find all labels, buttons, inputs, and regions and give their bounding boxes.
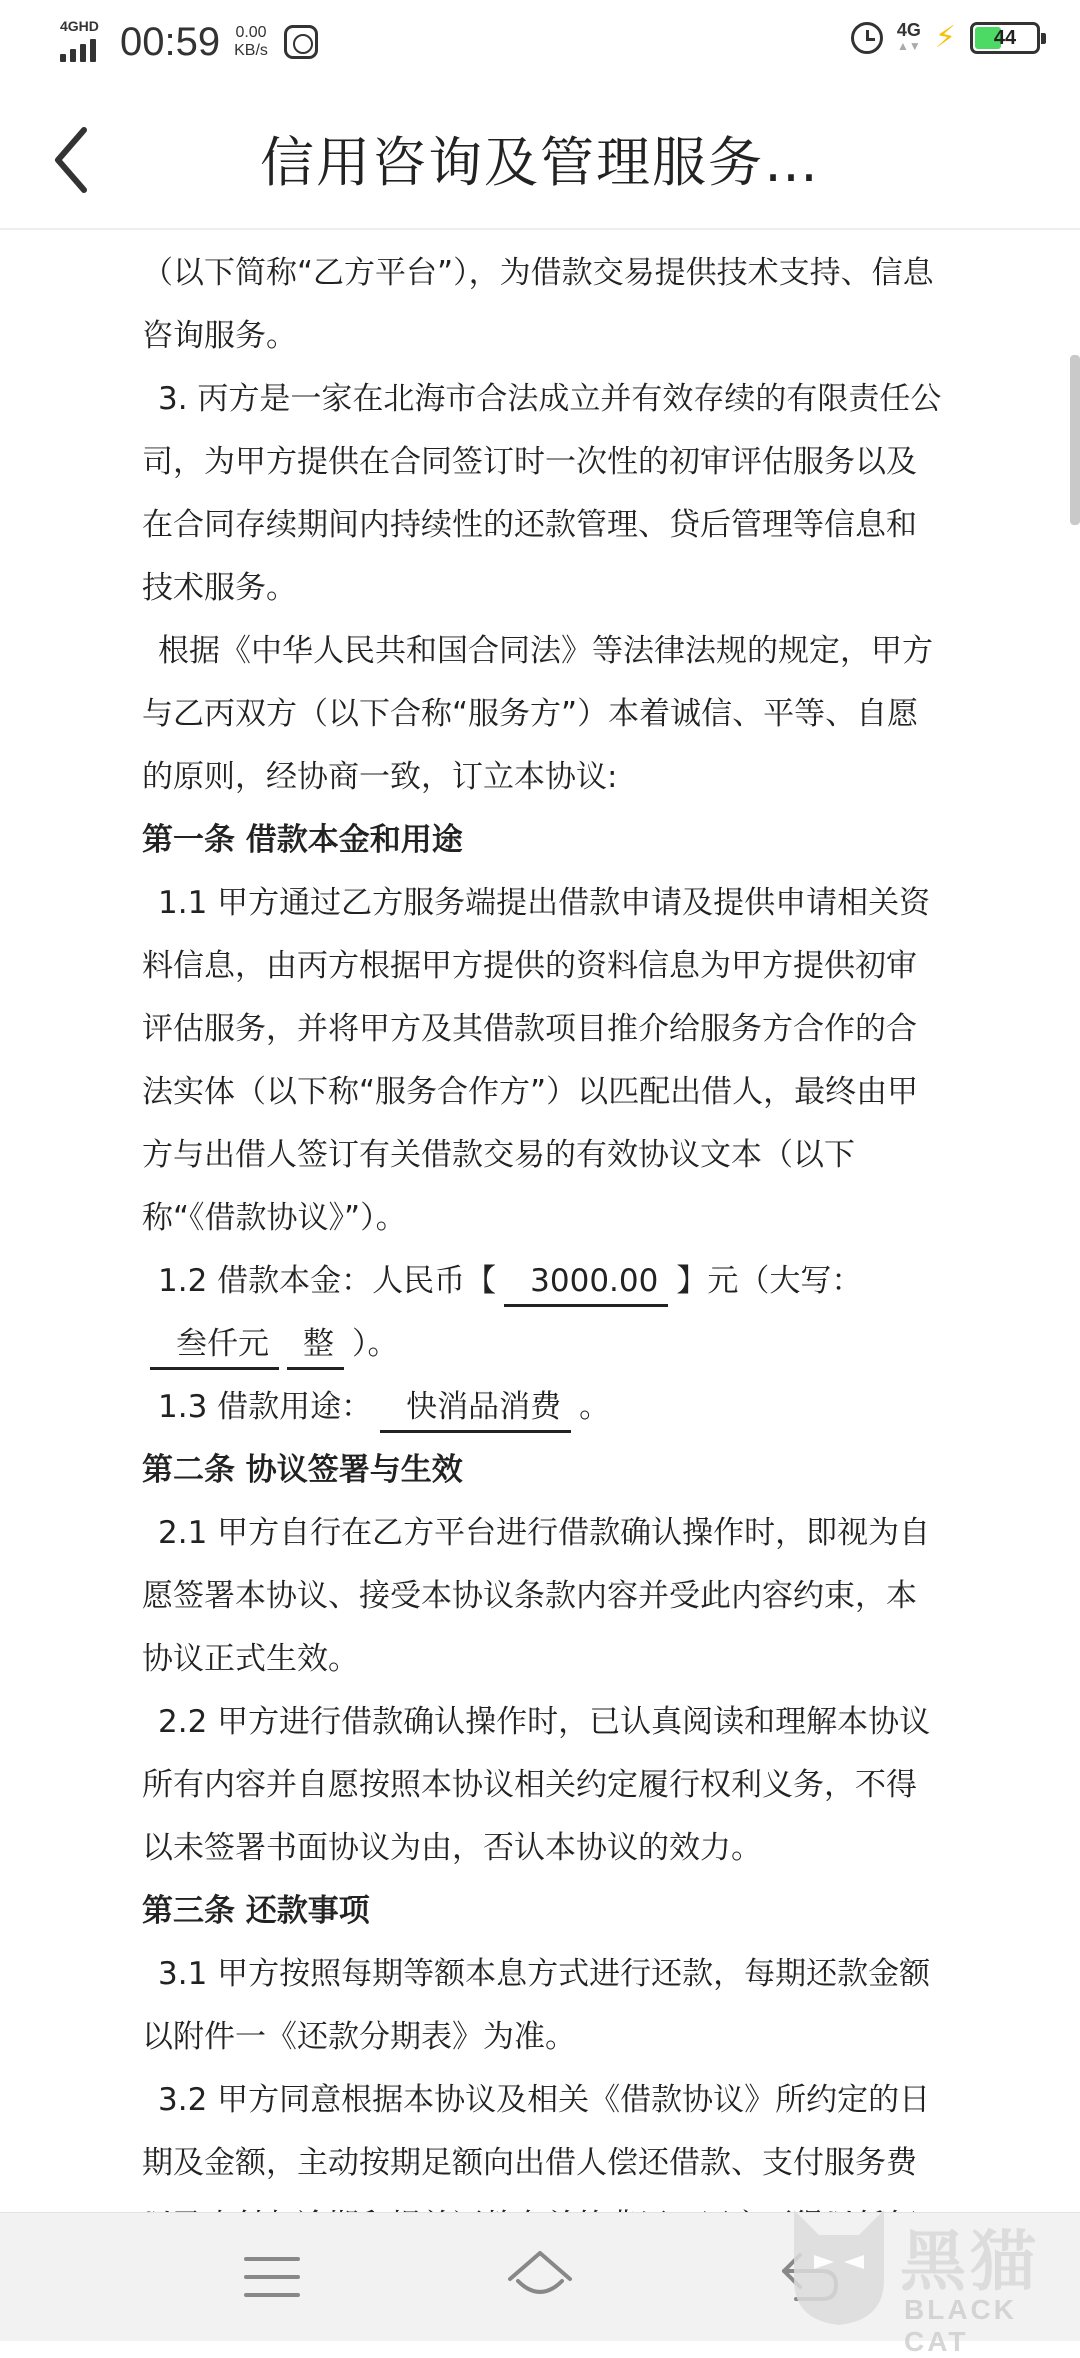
paragraph: 3.1 甲方按照每期等额本息方式进行还款，每期还款金额以附件一《还款分期表》为准。 xyxy=(142,1956,931,2055)
home-icon xyxy=(500,2237,580,2317)
paragraph: （以下简称“乙方平台”），为借款交易提供技术支持、信息咨询服务。 xyxy=(142,255,934,354)
paragraph: 3. 丙方是一家在北海市合法成立并有效存续的有限责任公司，为甲方提供在合同签订时一次性的初审评估服务以及在合同存续期间内持续性的还款管理、贷后管理等信息和技术服务。 xyxy=(142,381,942,606)
paragraph: 2.2 甲方进行借款确认操作时，已认真阅读和理解本协议所有内容并自愿按照本协议相关约定履行权利义务，不得以未签署书面协议为由，否认本协议的效力。 xyxy=(142,1704,931,1866)
battery-icon xyxy=(970,22,1040,54)
loan-purpose-value: 快消品消费 xyxy=(380,1384,571,1433)
paragraph: 2.1 甲方自行在乙方平台进行借款确认操作时，即视为自愿签署本协议、接受本协议条款内容并受此内容约束，本协议正式生效。 xyxy=(142,1515,931,1677)
menu-icon xyxy=(232,2237,312,2317)
paragraph: 1.1 甲方通过乙方服务端提出借款申请及提供申请相关资料信息，由丙方根据甲方提供的资料信息为甲方提供初审评估服务，并将甲方及其借款项目推介给服务方合作的合法实体（以下称“服务合作方”）以匹配出借人，最终由甲方与出借人签订有关借款交易的有效协议文本（以下称“《借款协议》”）。 xyxy=(142,885,931,1236)
home-button[interactable] xyxy=(500,2237,580,2317)
app-notification-icon xyxy=(284,25,318,59)
paragraph: 根据《中华人民共和国合同法》等法律法规的规定，甲方与乙丙双方（以下合称“服务方”）本着诚信、平等、自愿的原则，经协商一致，订立本协议: xyxy=(142,633,933,795)
status-bar xyxy=(0,0,1080,90)
cellular-signal-icon: 4GHD xyxy=(60,18,108,66)
loan-amount-words-end: 整 xyxy=(287,1321,344,1370)
paragraph: 3.2 甲方同意根据本协议及相关《借款协议》所约定的日期及金额，主动按期足额向出借人偿还借款、支付服务费 xyxy=(142,2082,931,2181)
clause-loan-purpose: 1.3 借款用途： 快消品消费 。 xyxy=(142,1376,942,1439)
network-speed: 0.00 KB/s xyxy=(234,24,268,59)
section-heading: 第三条 还款事项 xyxy=(142,1893,370,1929)
agreement-document xyxy=(142,242,942,2258)
app-header xyxy=(0,90,1080,230)
watermark: 黑猫 BLACK CAT xyxy=(780,2190,1080,2340)
battery-level: 44 xyxy=(993,27,1017,49)
agreement-content[interactable] xyxy=(0,230,1080,2212)
section-heading: 第二条 协议签署与生效 xyxy=(142,1452,463,1488)
alarm-icon xyxy=(851,22,883,54)
cat-logo-icon xyxy=(784,2200,894,2330)
menu-button[interactable] xyxy=(232,2237,312,2317)
network-4g-icon: 4G ▲▼ xyxy=(896,20,921,53)
page-title: 信用咨询及管理服务… xyxy=(260,131,820,194)
loan-amount-value: 3000.00 xyxy=(504,1258,668,1307)
section-heading: 第一条 借款本金和用途 xyxy=(142,822,463,858)
scrollbar-thumb[interactable] xyxy=(1070,355,1080,525)
status-time: 00:59 xyxy=(120,19,221,64)
loan-amount-words: 叁仟元 xyxy=(150,1321,279,1370)
charging-bolt-icon: ⚡ xyxy=(934,20,956,55)
clause-loan-amount: 1.2 借款本金：人民币【 3000.00 】元（大写：叁仟元 整 ）。 xyxy=(142,1250,942,1376)
